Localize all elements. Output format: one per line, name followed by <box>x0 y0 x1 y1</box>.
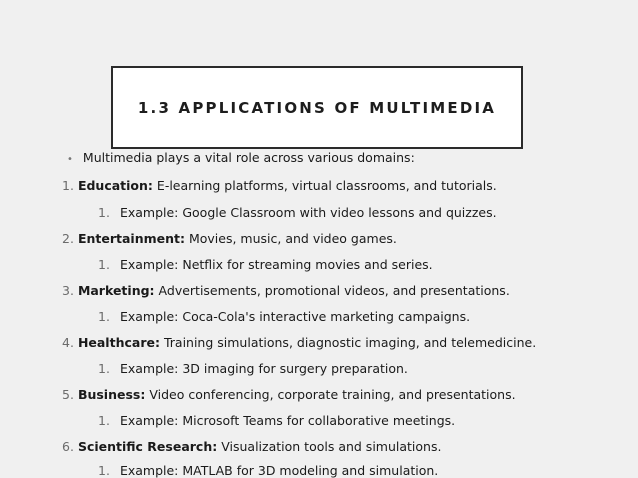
slide-title: 1.3 APPLICATIONS OF MULTIMEDIA <box>137 98 497 117</box>
item-label: Education: <box>77 178 153 193</box>
item-text: Movies, music, and video games. <box>188 231 397 246</box>
intro-text: Multimedia plays a vital role across various domains: <box>82 150 415 165</box>
item-number: 4. <box>62 335 74 350</box>
list-item-education <box>62 178 497 193</box>
item-label: Healthcare: <box>77 335 160 350</box>
sub-item-scientific-research <box>98 463 438 478</box>
item-text: Training simulations, diagnostic imaging, and telemedicine. <box>163 335 537 350</box>
item-number: 3. <box>62 283 74 298</box>
list-item-healthcare <box>62 335 536 350</box>
sub-item-number: 1. <box>98 413 110 428</box>
bullet-icon: • <box>67 154 73 165</box>
sub-item-text: Example: 3D imaging for surgery preparation. <box>119 361 408 376</box>
sub-item-text: Example: Microsoft Teams for collaborative meetings. <box>119 413 456 428</box>
item-number: 5. <box>62 387 74 402</box>
sub-item-text: Example: Coca-Cola's interactive marketing campaigns. <box>119 309 471 324</box>
sub-item-text: Example: MATLAB for 3D modeling and simulation. <box>119 463 439 478</box>
sub-item-number: 1. <box>98 463 110 478</box>
sub-item-entertainment <box>98 257 433 272</box>
list-item-entertainment <box>62 231 397 246</box>
sub-item-marketing <box>98 309 470 324</box>
sub-item-number: 1. <box>98 361 110 376</box>
sub-item-text: Example: Netflix for streaming movies and series. <box>119 257 433 272</box>
sub-item-text: Example: Google Classroom with video lessons and quizzes. <box>119 205 497 220</box>
intro-line <box>67 150 415 165</box>
sub-item-number: 1. <box>98 257 110 272</box>
list-item-scientific-research <box>62 439 441 454</box>
item-label: Scientific Research: <box>77 439 218 454</box>
sub-item-education <box>98 205 497 220</box>
list-item-marketing <box>62 283 510 298</box>
item-label: Business: <box>77 387 146 402</box>
sub-item-business <box>98 413 455 428</box>
item-label: Entertainment: <box>77 231 185 246</box>
sub-item-number: 1. <box>98 309 110 324</box>
title-box <box>111 66 523 149</box>
sub-item-healthcare <box>98 361 408 376</box>
item-label: Marketing: <box>77 283 155 298</box>
item-number: 2. <box>62 231 74 246</box>
item-text: E-learning platforms, virtual classrooms, and tutorials. <box>156 178 497 193</box>
sub-item-number: 1. <box>98 205 110 220</box>
item-text: Advertisements, promotional videos, and presentations. <box>158 283 510 298</box>
list-item-business <box>62 387 516 402</box>
item-text: Video conferencing, corporate training, and presentations. <box>149 387 516 402</box>
item-text: Visualization tools and simulations. <box>221 439 442 454</box>
item-number: 1. <box>62 178 74 193</box>
item-number: 6. <box>62 439 74 454</box>
